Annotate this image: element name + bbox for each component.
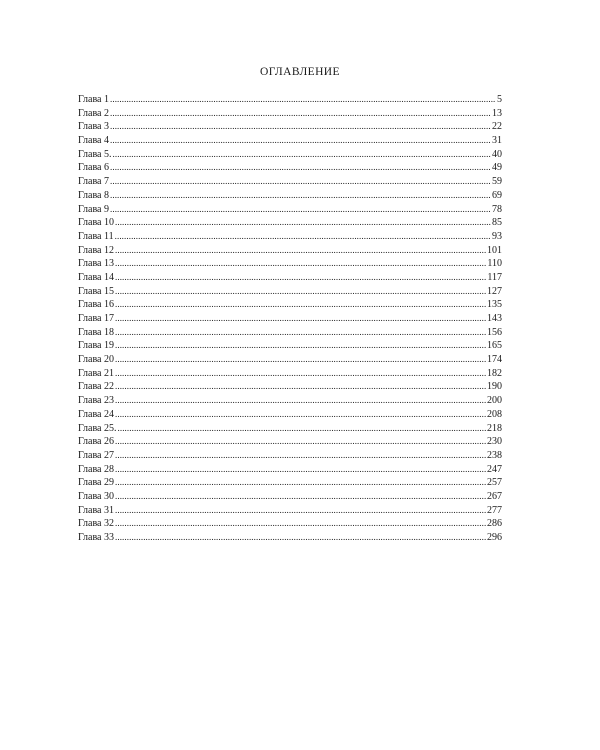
dot-leader [110,161,491,175]
toc-entry[interactable] [78,339,502,353]
dot-leader [115,380,486,394]
dot-leader [115,449,486,463]
dot-leader [110,120,491,134]
toc-entry-page-number: 5 [497,94,502,105]
toc-entry[interactable] [78,367,502,381]
toc-entry-page-number: 69 [492,189,502,201]
dot-leader [115,490,486,504]
toc-entry-page-number: 218 [487,422,502,434]
toc-entry[interactable] [78,449,502,463]
toc-entry[interactable] [78,531,502,545]
toc-entry-label: Глава 28 [78,463,114,475]
dot-leader [115,504,486,518]
toc-entry[interactable] [78,312,502,326]
dot-leader [110,189,491,203]
toc-entry-page-number: 85 [492,217,502,229]
toc-entry-page-number: 40 [492,148,502,160]
toc-entry[interactable] [78,148,502,162]
dot-leader [115,271,486,285]
toc-entry[interactable] [78,93,502,107]
dot-leader [115,298,486,312]
toc-entry-page-number: 296 [487,532,502,543]
toc-entry-label: Глава 18 [78,326,114,338]
toc-entry-page-number: 93 [492,230,502,242]
toc-entry-label: Глава 3 [78,121,109,133]
toc-entry-page-number: 165 [487,340,502,352]
toc-entry-label: Глава 9 [78,203,109,215]
page-title: ОГЛАВЛЕНИЕ [260,66,340,78]
toc-entry[interactable] [78,380,502,394]
toc-entry-page-number: 182 [487,367,502,379]
toc-entry[interactable] [78,203,502,217]
toc-entry-label: Глава 22 [78,381,114,393]
toc-entry[interactable] [78,189,502,203]
dot-leader [115,326,486,340]
toc-entry-label: Глава 16 [78,299,114,311]
toc-entry-page-number: 143 [487,313,502,324]
toc-entry-label: Глава 20 [78,354,114,366]
toc-entry-page-number: 127 [487,285,502,297]
dot-leader [110,134,491,148]
toc-entry-label: Глава 24 [78,408,114,420]
dot-leader [115,230,491,244]
dot-leader [115,353,486,367]
toc-entry[interactable] [78,326,502,340]
toc-entry[interactable] [78,285,502,299]
toc-entry[interactable] [78,271,502,285]
toc-entry-label: Глава 32 [78,518,114,530]
toc-entry-page-number: 230 [487,436,502,448]
toc-entry-label: Глава 10 [78,217,114,229]
toc-entry-label: Глава 26 [78,436,114,448]
dot-leader [115,285,486,299]
dot-leader [115,339,486,353]
toc-entry[interactable] [78,422,502,436]
toc-entry[interactable] [78,230,502,244]
toc-entry[interactable] [78,120,502,134]
toc-entry[interactable] [78,175,502,189]
toc-entry-page-number: 286 [487,518,502,530]
toc-entry-page-number: 200 [487,395,502,407]
toc-entry[interactable] [78,435,502,449]
dot-leader [110,203,491,217]
dot-leader [115,408,486,422]
toc-entry-page-number: 101 [487,244,502,256]
toc-entry-page-number: 135 [487,299,502,311]
toc-entry-label: Глава 27 [78,449,114,461]
toc-entry-page-number: 174 [487,354,502,366]
dot-leader [115,257,486,271]
toc-entry[interactable] [78,216,502,230]
toc-entry[interactable] [78,353,502,367]
toc-entry[interactable] [78,517,502,531]
toc-entry-page-number: 13 [492,107,502,119]
toc-entry[interactable] [78,107,502,121]
toc-entry[interactable] [78,244,502,258]
toc-entry-page-number: 156 [487,326,502,338]
toc-entry-label: Глава 33 [78,532,114,543]
toc-entry-label: Глава 5. [78,148,112,160]
toc-entry[interactable] [78,257,502,271]
dot-leader [115,394,486,408]
toc-entry-page-number: 31 [492,135,502,147]
toc-entry-label: Глава 2 [78,107,109,119]
dot-leader [110,107,491,121]
toc-entry-page-number: 117 [487,271,502,283]
table-of-contents [78,93,502,545]
dot-leader [118,422,487,436]
dot-leader [110,175,491,189]
toc-entry-label: Глава 12 [78,244,114,256]
toc-entry-label: Глава 1 [78,94,109,105]
toc-entry-page-number: 247 [487,463,502,475]
toc-entry-label: Глава 7 [78,176,109,188]
toc-entry[interactable] [78,161,502,175]
toc-entry-page-number: 78 [492,203,502,215]
toc-entry-label: Глава 14 [78,271,114,283]
toc-entry-page-number: 190 [487,381,502,393]
toc-entry-label: Глава 23 [78,395,114,407]
toc-entry-label: Глава 17 [78,313,114,324]
dot-leader [115,435,486,449]
toc-entry[interactable] [78,394,502,408]
dot-leader [115,531,486,545]
toc-entry-label: Глава 6 [78,162,109,174]
toc-entry-page-number: 277 [487,504,502,516]
toc-entry-label: Глава 11 [78,230,114,242]
toc-entry-label: Глава 4 [78,135,109,147]
toc-entry-label: Глава 30 [78,490,114,502]
toc-entry[interactable] [78,490,502,504]
dot-leader [113,148,492,162]
toc-entry[interactable] [78,504,502,518]
dot-leader [115,216,491,230]
toc-entry-label: Глава 15 [78,285,114,297]
toc-entry-label: Глава 21 [78,367,114,379]
toc-entry[interactable] [78,476,502,490]
toc-entry-page-number: 238 [487,449,502,461]
toc-entry-label: Глава 25. [78,422,117,434]
toc-entry-page-number: 22 [492,121,502,133]
toc-entry-label: Глава 13 [78,258,114,270]
toc-entry-label: Глава 19 [78,340,114,352]
toc-entry-page-number: 49 [492,162,502,174]
dot-leader [115,367,486,381]
dot-leader [115,463,486,477]
toc-entry-label: Глава 29 [78,477,114,489]
toc-entry[interactable] [78,134,502,148]
dot-leader [115,244,486,258]
dot-leader [115,517,486,531]
toc-entry[interactable] [78,298,502,312]
toc-entry-page-number: 110 [487,258,502,270]
dot-leader [115,476,486,490]
toc-entry-label: Глава 8 [78,189,109,201]
toc-entry-page-number: 59 [492,176,502,188]
toc-entry[interactable] [78,463,502,477]
toc-entry-page-number: 257 [487,477,502,489]
toc-entry-label: Глава 31 [78,504,114,516]
dot-leader [110,93,496,107]
toc-entry[interactable] [78,408,502,422]
toc-entry-page-number: 267 [487,490,502,502]
toc-entry-page-number: 208 [487,408,502,420]
dot-leader [115,312,486,326]
